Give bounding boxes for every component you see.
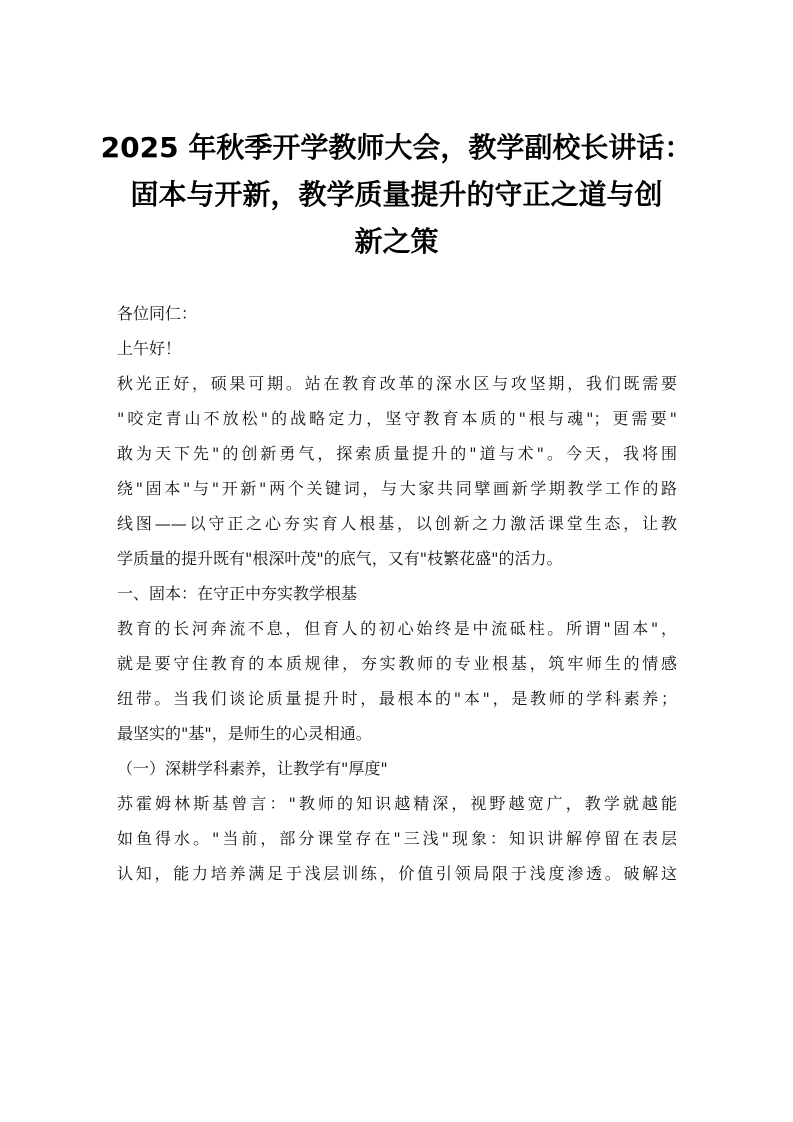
section-paragraph-line: 纽带。当我们谈论质量提升时，最根本的"本"，是教师的学科素养； (117, 689, 677, 708)
title-line: 新之策 (354, 225, 439, 258)
intro-paragraph-line: 秋光正好，硕果可期。站在教育改革的深水区与攻坚期，我们既需要 (117, 374, 677, 393)
intro-paragraph-line: 绕"固本"与"开新"两个关键词，与大家共同擘画新学期教学工作的路 (117, 479, 677, 498)
subsection-heading: （一）深耕学科素养，让教学有"厚度" (117, 759, 388, 778)
intro-paragraph-line: 敢为天下先"的创新勇气，探索质量提升的"道与术"。今天，我将围 (117, 444, 677, 463)
section-paragraph-line: 最坚实的"基"，是师生的心灵相通。 (117, 724, 372, 743)
section-paragraph-line: 就是要守住教育的本质规律，夯实教师的专业根基，筑牢师生的情感 (117, 654, 677, 673)
greeting: 各位同仁： (117, 304, 198, 323)
intro-paragraph-line: "咬定青山不放松"的战略定力，坚守教育本质的"根与魂"；更需要" (117, 409, 677, 428)
title-line: 固本与开新，教学质量提升的守正之道与创 (130, 178, 663, 211)
subsection-paragraph-line: 认知，能力培养满足于浅层训练，价值引领局限于浅度渗透。破解这 (117, 864, 677, 883)
morning-greeting: 上午好！ (117, 339, 182, 358)
subsection-paragraph-line: 苏霍姆林斯基曾言："教师的知识越精深，视野越宽广，教学就越能 (117, 794, 677, 813)
document-title (100, 124, 693, 265)
intro-paragraph-line: 线图——以守正之心夯实育人根基，以创新之力激活课堂生态，让教 (117, 514, 677, 533)
document-body (117, 296, 677, 891)
intro-paragraph-line: 学质量的提升既有"根深叶茂"的底气，又有"枝繁花盛"的活力。 (117, 549, 563, 568)
subsection-paragraph-line: 如鱼得水。"当前，部分课堂存在"三浅"现象：知识讲解停留在表层 (117, 829, 677, 848)
section-heading: 一、固本：在守正中夯实教学根基 (117, 584, 358, 603)
title-line: 2025 年秋季开学教师大会，教学副校长讲话： (100, 131, 693, 164)
section-paragraph-line: 教育的长河奔流不息，但育人的初心始终是中流砥柱。所谓"固本"， (117, 619, 677, 638)
